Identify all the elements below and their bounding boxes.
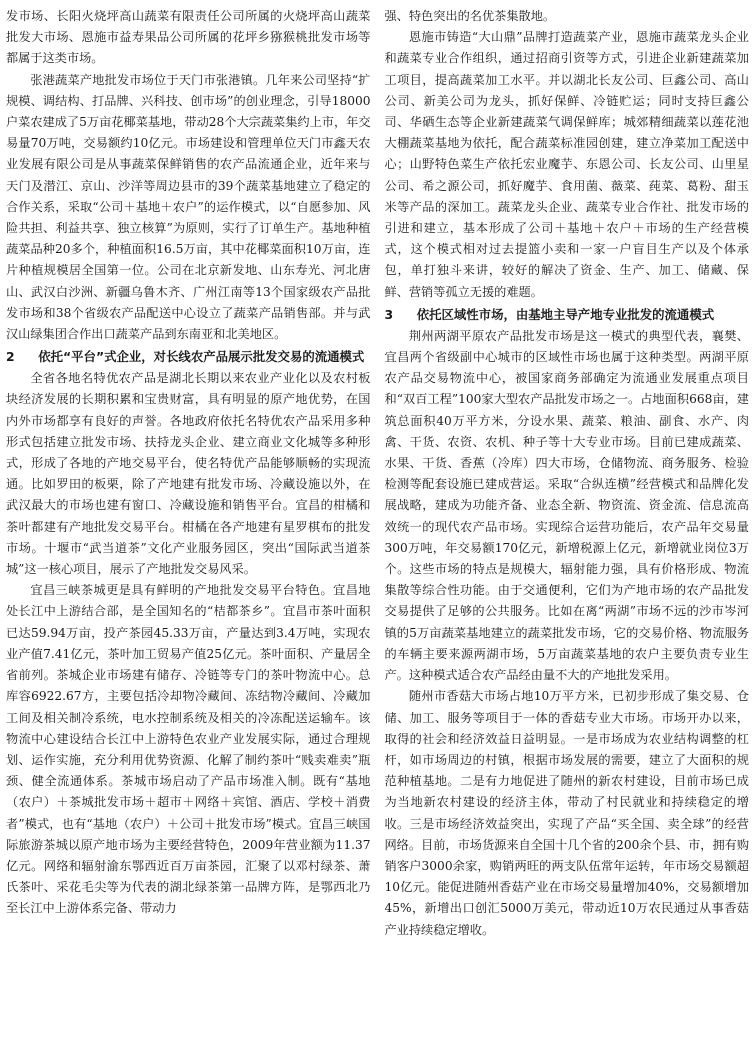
paragraph: 全省各地名特优农产品是湖北长期以来农业产业化以及农村板块经济发展的长期积累和宝贵财富，具有明显的原产地优势，在国内外市场都享有良好的声誉。各地政府依托名特优农产品采用多种形式包括建立批发市场、扶持龙头企业、建立商业文化城等多种形式，形成了各地的产地交易平台，使名特优产品能够顺畅的实现流通。比如罗田的板栗，除了产地建有批发市场、冷藏设施以外，在武汉最大的市场也建有窗口、冷藏设施和销售平台。宜昌的柑橘和茶叶都建有产地批发交易平台。柑橘在各产地建有星罗棋布的批发市场。十堰市“武当道茶”文化产业服务园区，突出“国际武当道茶城”这一核心项目，展示了产地批发交易风采。 (6, 371, 371, 577)
paragraph: 荆州两湖平原农产品批发市场是这一模式的典型代表，襄樊、宜昌两个省级副中心城市的区域性市场也属于这种类型。两湖平原农产品交易物流中心，被国家商务部确定为流通业发展重点项目和“双百工程”100家大型农产品批发市场之一。占地面积668亩，建筑总面积40万平方米，分设水果、蔬菜、粮油、副食、水产、肉禽、干货、农资、农机、种子等十大专业市场。目前已建成蔬菜、水果、干货、香蕉（冷库）四大市场，仓储物流、商务服务、检验检测等配套设施已建成营运。采取“合纵连横”经营模式和品牌化发展战略，建成为功能齐备、业态全新、物资流、资金流、信息流高效统一的现代农产品市场。实现综合运营功能后，农产品年交易量300万吨，年交易额170亿元，新增税源上亿元，新增就业岗位3万个。这些市场的特点是规模大，辐射能力强，具有价格形成、物流集散等综合性功能。由于交通便利，它们为产地市场的农产品批发交易提供了足够的公共服务。比如在离“两湖”市场不远的沙市岑河镇的5万亩蔬菜基地建立的蔬菜批发市场，它的交易价格、物流服务的车辆主要来源两湖市场，5万亩蔬菜基地的农户主要负责专业生产。这种模式适合农产品经由量不大的产地批发采用。 (384, 328, 749, 683)
left-column (6, 6, 371, 1053)
paragraph: 张港蔬菜产地批发市场位于天门市张港镇。几年来公司坚持“扩规模、调结构、打品牌、兴科技、创市场”的创业理念，引导18000户菜农建成了5万亩花椰菜基地，带动28个大宗蔬菜集约上市，年交易量70万吨，交易额约10亿元。市场建设和管理单位天门市鑫天农业发展有限公司是从事蔬菜保鲜销售的农产品流通企业，近年来与天门及潜江、京山、沙洋等周边县市的39个蔬菜基地建立了稳定的合作关系，采取“公司＋基地＋农户”的运作模式，以“自愿参加、风险共担、利益共享、独立核算”为原则，实行了订单生产。基地种植蔬菜品种20多个，种植面积16.5万亩，其中花椰菜面积10万亩，连片种植规模居全国第一位。公司在北京新发地、山东寿光、河北唐山、武汉白沙洲、新疆乌鲁木齐、广州江南等13个国家级农产品批发市场和38个省级农产品配送中心设立了蔬菜产品销售部。并与武汉山绿集团合作出口蔬菜产品到东南亚和北美地区。 (6, 72, 371, 342)
section-title: 依托区域性市场，由基地主导产地专业批发的流通模式 (416, 306, 715, 322)
section-number: 2 (6, 349, 15, 365)
section-number: 3 (384, 306, 394, 322)
paragraph: 强、特色突出的名优茶集散地。 (384, 9, 556, 23)
paragraph: 恩施市铸造“大山鼎”品牌打造蔬菜产业，恩施市蔬菜龙头企业和蔬菜专业合作组织，通过招商引资等方式，引进企业新建蔬菜加工项目，提高蔬菜加工水平。并以湖北长友公司、巨鑫公司、高山公司、新美公司为龙头，抓好保鲜、冷链贮运；同时支持巨鑫公司、华硒生态等企业新建蔬菜气调保鲜库；城郊精细蔬菜以莲花池大棚蔬菜基地为依托，配合蔬菜标准园创建，建立净菜加工配送中心；山野特色菜生产依托宏业魔芋、东恩公司、长友公司、山里星公司、希之源公司，抓好魔芋、食用菌、薇菜、莼菜、葛粉、甜玉米等产品的深加工。蔬菜龙头企业、蔬菜专业合作社、批发市场的引进和建立，基本形成了公司＋基地＋农户＋市场的生产经营模式，这个模式相对过去提篮小卖和一家一户盲目生产以及个体承包，单打独斗来讲，较好的解决了资金、生产、加工、储藏、保鲜、营销等孤立无援的难题。 (384, 30, 749, 299)
section-heading (6, 347, 371, 367)
section-title: 依托“平台”式企业，对长线农产品展示批发交易的流通模式 (38, 349, 365, 365)
paragraph: 发市场、长阳火烧坪高山蔬菜有限责任公司所属的火烧坪高山蔬菜批发大市场、恩施市益寿果品公司所属的花坪乡猕猴桃批发市场等都属于这类市场。 (6, 9, 371, 66)
right-column (385, 6, 750, 1053)
section-heading (385, 305, 750, 325)
paragraph: 随州市香菇大市场占地10万平方米，已初步形成了集交易、仓储、加工、服务等项目于一体的香菇专业大市场。市场开办以来，取得的社会和经济效益日益明显。一是市场成为农业结构调整的杠杆，如市场周边的村镇，根据市场发展的需要，建立了大面积的规范种植基地。二是有力地促进了随州的新农村建设，目前市场已成为当地新农村建设的经济主体，带动了村民就业和持续稳定的增收。三是市场经济效益突出，实现了产品“买全国、卖全球”的经营网络。目前，市场货源来自全国十几个省的200余个县、市，拥有购销客户3000余家，购销两旺的两支队伍常年运转，年市场交易额超10亿元。能促进随州香菇产业在市场交易量增加40%，交易额增加45%，新增出口创汇5000万美元，带动近10万农民通过从事香菇产业持续稳定增收。 (384, 689, 749, 937)
paragraph: 宜昌三峡茶城更是具有鲜明的产地批发交易平台特色。宜昌地处长江中上游结合部，是全国知名的“桔都茶乡”。宜昌市茶叶面积已达59.94万亩，投产茶园45.33万亩，产量达到3.4万吨，实现农业产值7.41亿元，茶叶加工贸易产值25亿元。茶叶面积、产量居全省前列。茶城企业市场建有储存、冷链等专门的茶叶物流中心。总库容6922.67方，主要包括冷却物冷藏间、冻结物冷藏间、冷藏加工间及相关制冷系统，电水控制系统及相关的冷冻配送运输车。该物流中心建设结合长江中上游特色农业产业发展实际，通过合理规划、运作实施，充分利用优势资源、化解了制约茶叶“贱卖难卖”瓶颈、健全流通体系。茶城市场启动了产品市场准入制。既有“基地（农户）＋茶城批发市场＋超市＋网络＋宾馆、酒店、学校＋消费者”模式，也有“基地（农户）＋公司＋批发市场”模式。宜昌三峡国际旅游茶城以原产地市场为主要经营特色，2009年营业额为11.37亿元。网络和辐射渝东鄂西近百万亩茶园，汇聚了以邓村绿茶、萧氏茶叶、采花毛尖等为代表的湖北绿茶第一品牌方阵，是鄂西北乃至长江中上游体系完备、带动力 (6, 583, 371, 916)
